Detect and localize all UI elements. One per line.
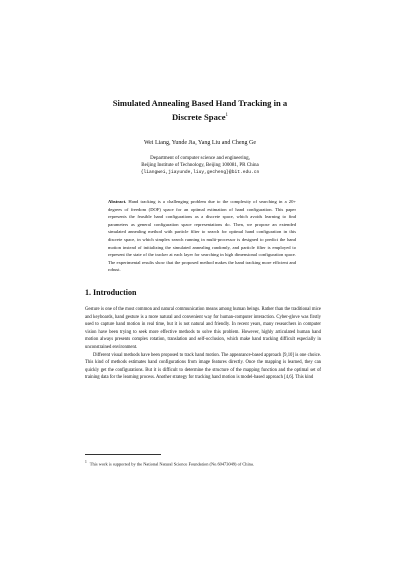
- section-heading-introduction: 1. Introduction: [85, 288, 137, 297]
- intro-paragraph-1: Gesture is one of the most common and natural communication means among human beings. Rather than the traditional mice and keyboards, hand gesture is a more natural and convenient way for human-computer interaction. Cyber-glove was firstly used to capture hand motion in real time, but it is not natural and friendly. In recent years, many researchers in computer vision have been trying to seek more effective methods to solve this problem. However, highly articulated human hand motion always presents complex rotation, translation and self-occlusion, which make hand tracking difficult especially in unconstrained environment.: [85, 307, 321, 350]
- footnote-divider: [85, 454, 161, 455]
- paper-title: [90, 97, 310, 123]
- author-list: Wei Liang, Yunde Jia, Yang Liu and Cheng Ge: [143, 140, 257, 146]
- footnote-text: This work is supported by the National Natural Science Foundation (No.60473049) of China.: [89, 461, 254, 467]
- title-footnote-mark: 1: [225, 112, 229, 118]
- introduction-body: [85, 306, 321, 382]
- title-line-1: Simulated Annealing Based Hand Tracking in a: [112, 98, 288, 108]
- affiliation-institute: Beijing Institute of Technology, Beijing 100081, PR China: [141, 162, 259, 168]
- abstract-label: Abstract.: [108, 199, 127, 204]
- abstract-text: Hand tracking is a challenging problem due to the complexity of searching in a 20+ degrees of freedom (DOF) space for an optimal estimation of hand configuration. This paper represents the feasible hand configurations as a discrete space, which avoids learning to find parameters as general configuration space representations do. Then, we propose an extended simulated annealing method with particle filter to search for optimal hand configuration in this discrete space, in which simplex search running in multi-processor is designed to predict the hand motion instead of initializing the simulated annealing randomly, and particle filter is employed to represent the state of the tracker at each layer for searching in high dimensional configuration space. The experimental results show that the proposed method makes the hand tracking more efficient and robust.: [108, 199, 296, 273]
- affiliation-department: Department of computer science and engineering,: [150, 156, 250, 161]
- footnote: [85, 459, 321, 467]
- footnote-mark: 1: [85, 460, 87, 464]
- affiliation: [60, 156, 340, 176]
- abstract: [108, 198, 296, 274]
- author-emails: {liangwei,jiayunde,liuy,gecheng}@bit.edu.cn: [140, 169, 260, 175]
- intro-paragraph-2: Different visual methods have been proposed to track hand motion. The appearance-based approach [9,10] is one choice. This kind of methods estimates hand configurations from image features directly. Once the mapping is learned, they can quickly get the configurations. But it is difficult to determine the structure of the mapping function and the optimal set of training data for the learning process. Another strategy for tracking hand motion is model-based approach [4,6]. This kind: [85, 352, 321, 381]
- title-line-2: Discrete Space: [171, 111, 226, 122]
